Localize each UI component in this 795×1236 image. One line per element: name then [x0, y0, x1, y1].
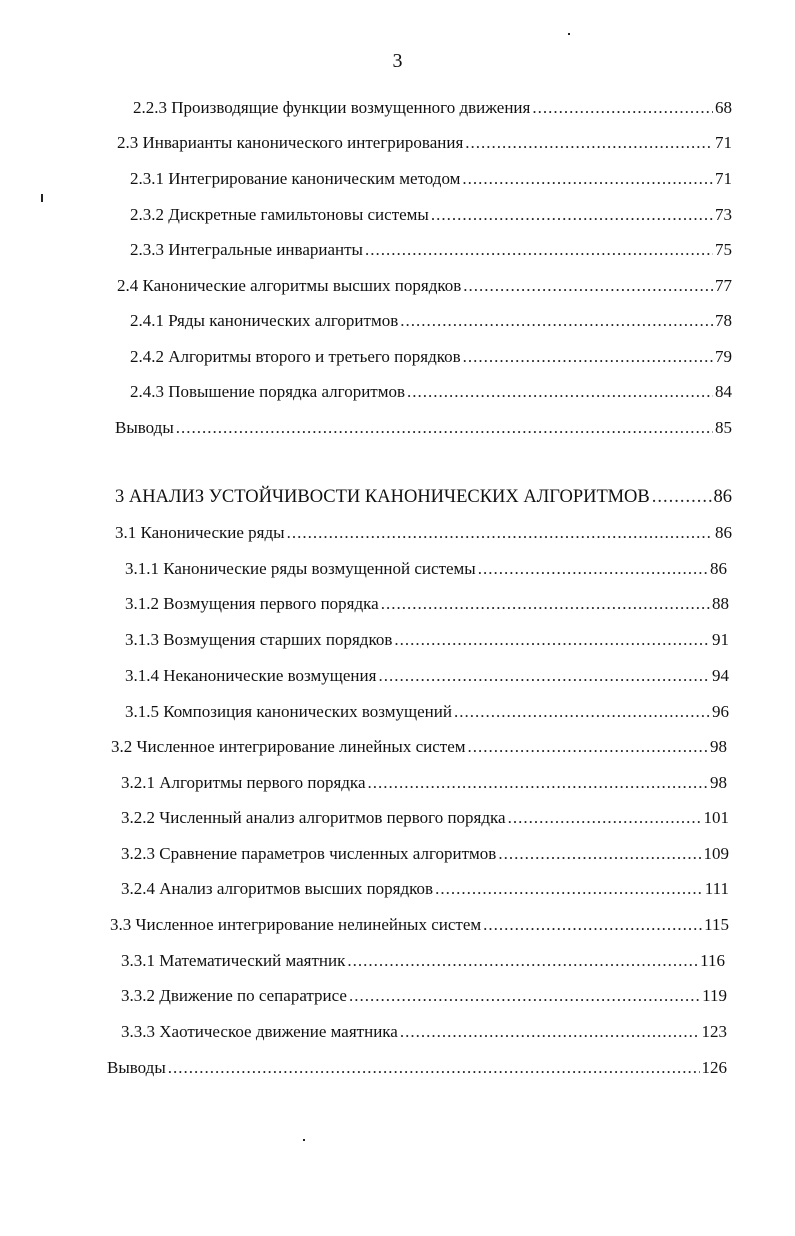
- toc-entry-page: 71: [715, 169, 732, 188]
- toc-entry-title: 3.1.4 Неканонические возмущения: [125, 666, 377, 685]
- dot-leader: [463, 345, 713, 369]
- dot-leader: [431, 203, 713, 227]
- dot-leader: [532, 96, 713, 120]
- toc-entry-title: 3.3.1 Математический маятник: [121, 951, 346, 970]
- dot-leader: [652, 485, 712, 509]
- dot-leader: [381, 592, 710, 616]
- scan-speck: [568, 33, 570, 35]
- toc-entry-title: 2.3.1 Интегрирование каноническим методом: [130, 169, 461, 188]
- toc-entry: [125, 700, 729, 724]
- toc-entry-page: 123: [701, 1022, 727, 1041]
- scan-speck: [41, 194, 43, 202]
- toc-entry-title: 2.3.3 Интегральные инварианты: [130, 240, 363, 259]
- toc-entry-title: 3 АНАЛИЗ УСТОЙЧИВОСТИ КАНОНИЧЕСКИХ АЛГОРИТМОВ: [115, 487, 650, 507]
- toc-entry-page: 98: [710, 773, 727, 792]
- toc-entry-page: 86: [713, 487, 732, 507]
- toc-entry: [130, 203, 732, 227]
- toc-entry-title: 2.4.2 Алгоритмы второго и третьего порядков: [130, 347, 461, 366]
- toc-entry: [121, 806, 729, 830]
- dot-leader: [498, 842, 701, 866]
- toc-entry-title: 3.2.3 Сравнение параметров численных алгоритмов: [121, 844, 497, 863]
- dot-leader: [400, 309, 713, 333]
- dot-leader: [463, 274, 713, 298]
- toc-entry-page: 86: [710, 559, 727, 578]
- dot-leader: [478, 557, 708, 581]
- toc-entry-page: 91: [712, 630, 729, 649]
- toc-entry-page: 77: [715, 276, 732, 295]
- toc-entry-title: 3.1.1 Канонические ряды возмущенной системы: [125, 559, 476, 578]
- dot-leader: [465, 131, 713, 155]
- toc-entry: [121, 984, 727, 1008]
- dot-leader: [400, 1020, 700, 1044]
- toc-entry-page: 85: [715, 418, 732, 437]
- toc-entry-page: 86: [715, 523, 732, 542]
- toc-entry-page: 115: [704, 915, 729, 934]
- toc-entry-title: 2.2.3 Производящие функции возмущенного движения: [133, 98, 531, 117]
- toc-entry: [133, 96, 732, 120]
- dot-leader: [508, 806, 702, 830]
- dot-leader: [176, 416, 713, 440]
- toc-entry-page: 73: [715, 205, 732, 224]
- toc-entry: [130, 167, 732, 191]
- toc-entry-page: 96: [712, 702, 729, 721]
- toc-entry-title: Выводы: [107, 1058, 166, 1077]
- toc-entry: [121, 1020, 727, 1044]
- toc-entry-page: 75: [715, 240, 732, 259]
- toc-entry: [110, 913, 729, 937]
- dot-leader: [367, 771, 708, 795]
- toc-entry-page: 94: [712, 666, 729, 685]
- toc-entry: [125, 557, 727, 581]
- dot-leader: [407, 380, 713, 404]
- toc-entry: [130, 380, 732, 404]
- toc-entry: [125, 592, 729, 616]
- dot-leader: [378, 664, 710, 688]
- dot-leader: [287, 521, 713, 545]
- toc-entry: [115, 521, 732, 545]
- toc-entry: [125, 664, 729, 688]
- toc-entry-title: 3.2.4 Анализ алгоритмов высших порядков: [121, 879, 434, 898]
- toc-entry-page: 119: [702, 986, 727, 1005]
- toc-entry-title: 2.4 Канонические алгоритмы высших порядков: [117, 276, 462, 295]
- toc-entry-page: 88: [712, 594, 729, 613]
- page-number: 3: [392, 50, 403, 72]
- toc-entry: [107, 1056, 727, 1080]
- toc-entry-title: 3.1.5 Композиция канонических возмущений: [125, 702, 452, 721]
- toc-entry-page: 78: [715, 311, 732, 330]
- toc-entry: [125, 628, 729, 652]
- toc-entry-page: 126: [701, 1058, 727, 1077]
- toc-entry: [130, 238, 732, 262]
- dot-leader: [454, 700, 710, 724]
- toc-entry: [121, 842, 729, 866]
- toc-entry-title: 3.3.3 Хаотическое движение маятника: [121, 1022, 398, 1041]
- toc-entry: [121, 771, 727, 795]
- dot-leader: [365, 238, 713, 262]
- toc-entry: [121, 949, 725, 973]
- toc-entry-title: 3.2.2 Численный анализ алгоритмов первого порядка: [121, 808, 506, 827]
- toc-entry-title: 2.4.3 Повышение порядка алгоритмов: [130, 382, 406, 401]
- dot-leader: [462, 167, 713, 191]
- toc-entry-page: 71: [715, 133, 732, 152]
- toc-entry-title: 2.3.2 Дискретные гамильтоновы системы: [130, 205, 429, 224]
- dot-leader: [347, 949, 698, 973]
- toc-entry-page: 109: [703, 844, 729, 863]
- dot-leader: [168, 1056, 700, 1080]
- toc-entry: [130, 309, 732, 333]
- toc-entry-title: 3.1.3 Возмущения старших порядков: [125, 630, 393, 649]
- toc-entry: [121, 877, 729, 901]
- toc-entry-title: 3.3 Численное интегрирование нелинейных систем: [110, 915, 482, 934]
- dot-leader: [349, 984, 700, 1008]
- toc-entry-page: 79: [715, 347, 732, 366]
- dot-leader: [435, 877, 703, 901]
- toc-entry-title: 3.2 Численное интегрирование линейных систем: [111, 737, 466, 756]
- toc-entry: [117, 131, 732, 155]
- toc-entry-title: 2.3 Инварианты канонического интегрирования: [117, 133, 464, 152]
- toc-entry-title: 3.3.2 Движение по сепаратрисе: [121, 986, 347, 1005]
- toc-entry: [130, 345, 732, 369]
- dot-leader: [468, 735, 708, 759]
- toc-entry-page: 116: [700, 951, 725, 970]
- toc-entry-title: Выводы: [115, 418, 174, 437]
- toc-entry-title: 3.1.2 Возмущения первого порядка: [125, 594, 379, 613]
- toc-entry: [111, 735, 727, 759]
- toc-entry-page: 98: [710, 737, 727, 756]
- toc-entry-page: 111: [704, 879, 729, 898]
- toc-entry-page: 101: [703, 808, 729, 827]
- dot-leader: [394, 628, 710, 652]
- toc-chapter-heading: [115, 485, 732, 509]
- toc-entry: [115, 416, 732, 440]
- toc-entry: [117, 274, 732, 298]
- toc-entry-title: 3.1 Канонические ряды: [115, 523, 285, 542]
- toc-entry-title: 3.2.1 Алгоритмы первого порядка: [121, 773, 366, 792]
- scan-speck: [303, 1139, 305, 1141]
- toc-entry-title: 2.4.1 Ряды канонических алгоритмов: [130, 311, 399, 330]
- toc-entry-page: 84: [715, 382, 732, 401]
- dot-leader: [483, 913, 702, 937]
- toc-entry-page: 68: [715, 98, 732, 117]
